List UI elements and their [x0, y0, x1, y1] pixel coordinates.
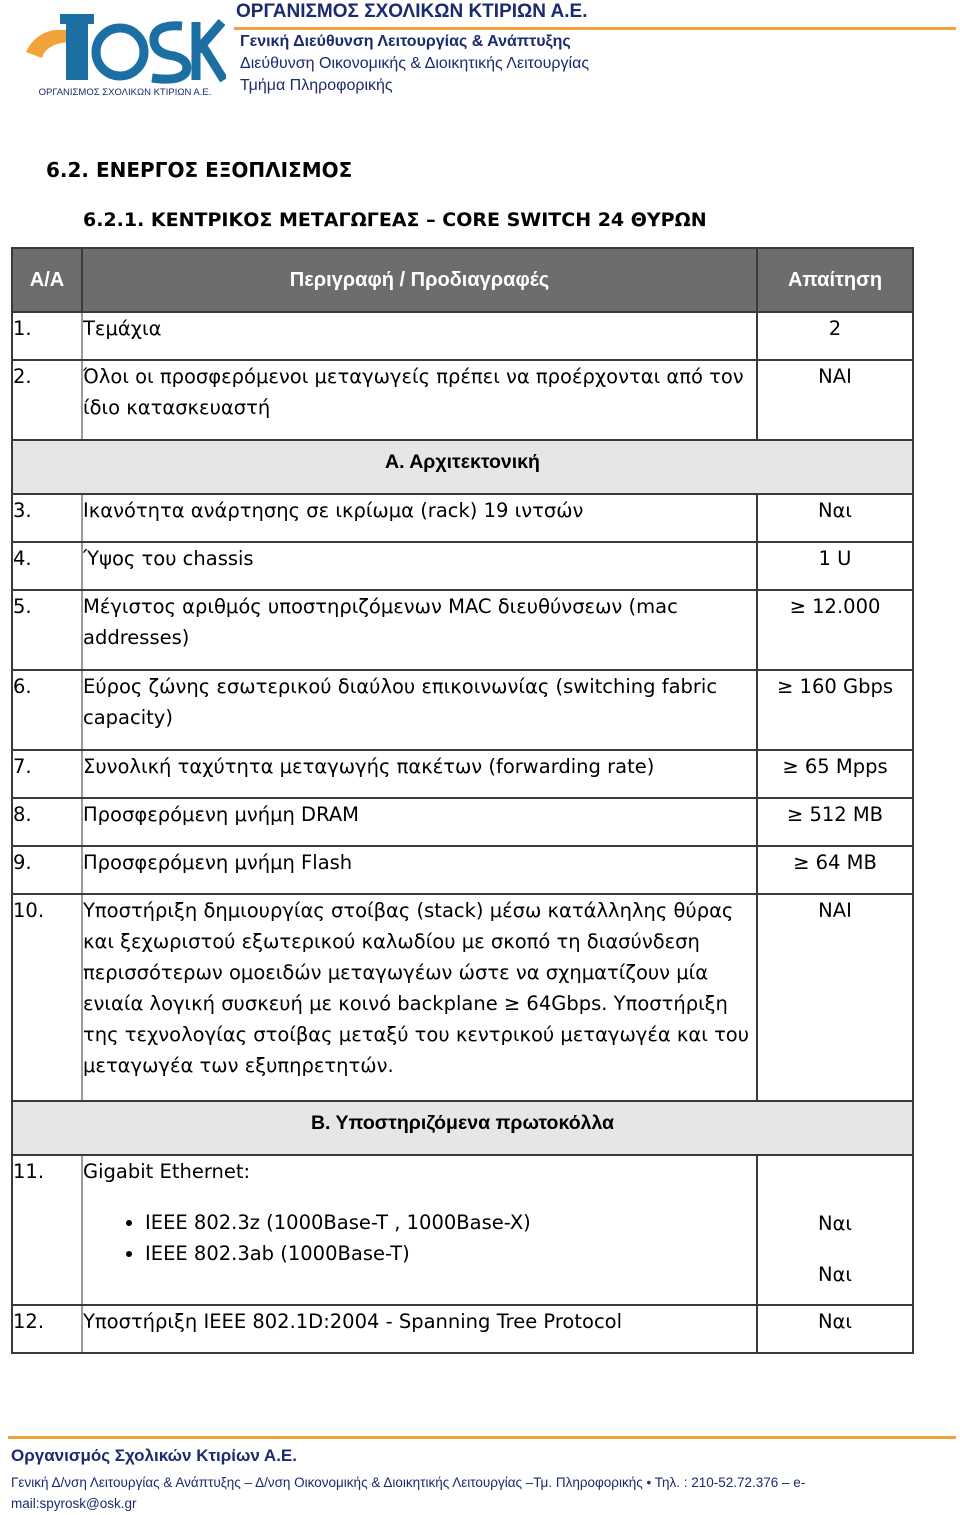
row-desc: Προσφερόμενη μνήμη DRAM	[82, 798, 757, 846]
section-title: 6.2. ΕΝΕΡΓΟΣ ΕΞΟΠΛΙΣΜΟΣ	[46, 158, 353, 182]
row-desc: Μέγιστος αριθμός υποστηριζόμενων MAC διευθύνσεων (mac addresses)	[82, 590, 757, 670]
row-req: ΝΑΙ	[757, 360, 913, 440]
row-req: 1 U	[757, 542, 913, 590]
row-desc: Ύψος του chassis	[82, 542, 757, 590]
footer-org: Οργανισμός Σχολικών Κτιρίων Α.Ε.	[11, 1446, 297, 1465]
header-divider	[234, 27, 956, 30]
row-desc: Ικανότητα ανάρτησης σε ικρίωμα (rack) 19 ιντσών	[82, 494, 757, 542]
row-num: 4.	[12, 542, 82, 590]
table-row	[12, 590, 913, 670]
list-item: • IEEE 802.3ab (1000Base-T)	[145, 1238, 756, 1269]
row-req: ≥ 64 MB	[757, 846, 913, 894]
row-desc: Συνολική ταχύτητα μεταγωγής πακέτων (forwarding rate)	[82, 750, 757, 798]
row-num: 1.	[12, 312, 82, 360]
row-desc: Εύρος ζώνης εσωτερικού διαύλου επικοινωνίας (switching fabric capacity)	[82, 670, 757, 750]
protocol-list	[83, 1207, 756, 1269]
row-req: ΝΑΙ	[757, 894, 913, 1101]
table-row	[12, 1155, 913, 1305]
table-row	[12, 670, 913, 750]
header-department: Τμήμα Πληροφορικής	[240, 77, 393, 94]
row-req: ≥ 512 MB	[757, 798, 913, 846]
table-row	[12, 894, 913, 1101]
logo-letter-k	[196, 22, 224, 80]
row-desc-label: Gigabit Ethernet:	[83, 1160, 251, 1183]
row-num: 5.	[12, 590, 82, 670]
subsection-title: 6.2.1. ΚΕΝΤΡΙΚΟΣ ΜΕΤΑΓΩΓΕΑΣ – CORE SWITCH 24 ΘΥΡΩΝ	[83, 209, 707, 231]
table-header-row	[12, 248, 913, 312]
footer-address: Γενική Δ/νση Λειτουργίας & Ανάπτυξης – Δ/νση Οικονομικής & Διοικητικής Λειτουργίας –Τμ. Πληροφορικής • Τηλ. : 210-52.72.376 – e-mail:spyrosk@osk.gr	[11, 1475, 806, 1511]
row-num: 6.	[12, 670, 82, 750]
header-desc: Περιγραφή / Προδιαγραφές	[82, 248, 757, 312]
row-req: ≥ 12.000	[757, 590, 913, 670]
row-num: 10.	[12, 894, 82, 1101]
row-desc: Υποστήριξη IEEE 802.1D:2004 - Spanning Tree Protocol	[82, 1305, 757, 1353]
row-desc: Όλοι οι προσφερόμενοι μεταγωγείς πρέπει να προέρχονται από τον ίδιο κατασκευαστή	[82, 360, 757, 440]
row-num: 12.	[12, 1305, 82, 1353]
logo-tower-top-shape	[60, 14, 94, 24]
table-row	[12, 312, 913, 360]
header-directorate: Διεύθυνση Οικονομικής & Διοικητικής Λειτουργίας	[240, 55, 590, 72]
osk-logo	[24, 12, 226, 98]
category-row	[12, 1101, 913, 1155]
row-req: Ναι	[757, 1305, 913, 1353]
row-num: 11.	[12, 1155, 82, 1305]
table-row	[12, 846, 913, 894]
row-num: 8.	[12, 798, 82, 846]
table-row	[12, 750, 913, 798]
table-row	[12, 1305, 913, 1353]
table-row	[12, 494, 913, 542]
table-row	[12, 542, 913, 590]
req-value: Ναι	[817, 1212, 853, 1235]
table-row	[12, 798, 913, 846]
footer-divider	[8, 1436, 956, 1439]
header-req: Απαίτηση	[757, 248, 913, 312]
list-item: • IEEE 802.3z (1000Base-T , 1000Base-X)	[145, 1207, 756, 1238]
logo-tower-shape	[66, 18, 88, 80]
row-req: 2	[757, 312, 913, 360]
row-req: ≥ 65 Mpps	[757, 750, 913, 798]
row-req: Ναι	[757, 494, 913, 542]
row-req: ≥ 160 Gbps	[757, 670, 913, 750]
row-desc: Υποστήριξη δημιουργίας στοίβας (stack) μέσω κατάλληλης θύρας και ξεχωριστού εξωτερικού καλωδίου με σκοπό τη διασύνδεση περισσότερων ομοειδών μεταγωγέων ώστε να σχηματίζουν μία ενιαία λογική συσκευή με κοινό backplane ≥ 64Gbps. Υποστήριξη της τεχνολογίας στοίβας μεταξύ του κεντρικού μεταγωγέα και του μεταγωγέα των εξυπηρετητών.	[82, 894, 757, 1101]
header-general-directorate: Γενική Διεύθυνση Λειτουργίας & Ανάπτυξης	[240, 33, 571, 50]
row-req	[757, 1155, 913, 1305]
table-row	[12, 360, 913, 440]
category-title: Β. Υποστηριζόμενα πρωτοκόλλα	[12, 1101, 913, 1155]
row-desc: Προσφερόμενη μνήμη Flash	[82, 846, 757, 894]
row-num: 9.	[12, 846, 82, 894]
logo-caption: ΟΡΓΑΝΙΣΜΟΣ ΣΧΟΛΙΚΩΝ ΚΤΙΡΙΩΝ Α.Ε.	[38, 87, 212, 98]
spec-table	[11, 247, 914, 1354]
logo-letter-s	[152, 26, 187, 79]
category-row	[12, 440, 913, 494]
row-num: 2.	[12, 360, 82, 440]
row-desc	[82, 1155, 757, 1305]
row-desc: Τεμάχια	[82, 312, 757, 360]
row-num: 3.	[12, 494, 82, 542]
row-num: 7.	[12, 750, 82, 798]
header-num: Α/Α	[12, 248, 82, 312]
req-value: Ναι	[817, 1263, 853, 1286]
header-org-name: ΟΡΓΑΝΙΣΜΟΣ ΣΧΟΛΙΚΩΝ ΚΤΙΡΙΩΝ Α.Ε.	[236, 1, 588, 22]
logo-letter-o	[96, 28, 144, 76]
category-title: Α. Αρχιτεκτονική	[12, 440, 913, 494]
